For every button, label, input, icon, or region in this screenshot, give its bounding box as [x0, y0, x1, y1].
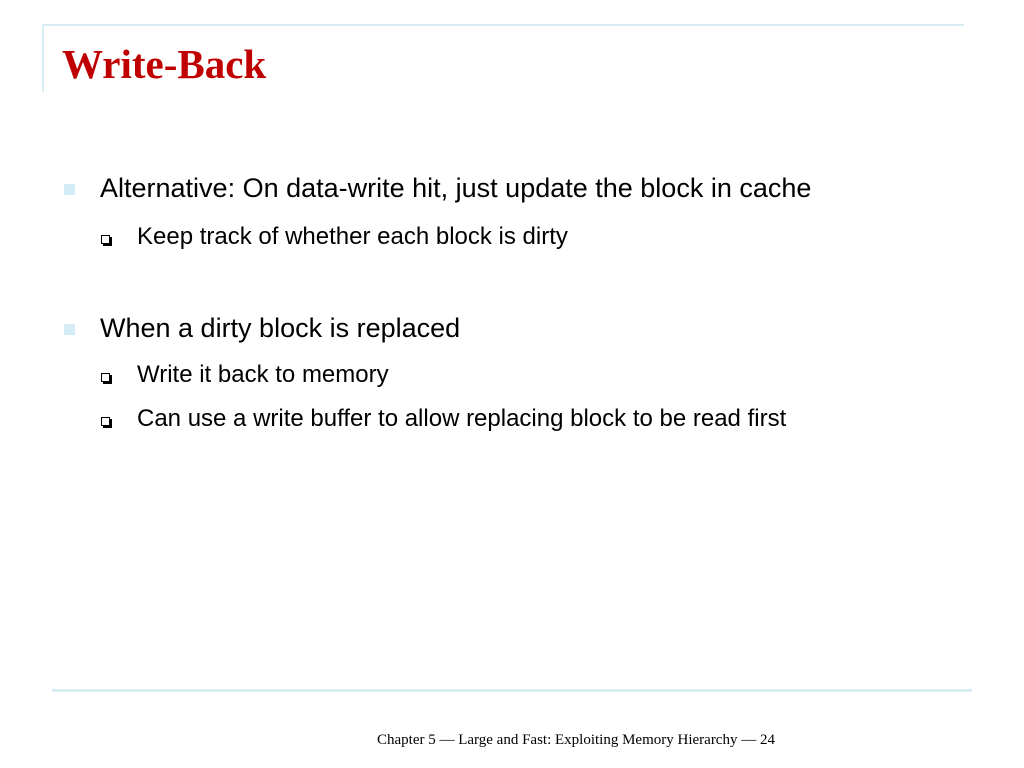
hollow-square-bullet-icon	[101, 373, 110, 382]
subbullet-item	[137, 222, 568, 252]
subbullet-item	[137, 404, 786, 434]
bullet-item	[100, 311, 460, 345]
title-frame-top-rule	[42, 24, 964, 26]
bullet-text: When a dirty block is replaced	[100, 313, 461, 343]
hollow-square-bullet-icon	[101, 417, 110, 426]
slide-title: Write-Back	[62, 41, 267, 87]
footer-rule	[52, 689, 972, 692]
bullet-text: Alternative: On data-write hit, just update the block in cache	[100, 173, 812, 203]
square-bullet-icon	[64, 184, 75, 195]
subbullet-item	[137, 360, 389, 390]
subbullet-text: Keep track of whether each block is dirty	[137, 223, 568, 250]
title-frame-left-rule	[42, 24, 44, 92]
bullet-item	[100, 171, 811, 205]
subbullet-text: Write it back to memory	[137, 361, 389, 388]
subbullet-text: Can use a write buffer to allow replacing block to be read first	[137, 405, 787, 432]
square-bullet-icon	[64, 324, 75, 335]
slide-footer: Chapter 5 — Large and Fast: Exploiting Memory Hierarchy — 24	[377, 732, 775, 748]
hollow-square-bullet-icon	[101, 235, 110, 244]
